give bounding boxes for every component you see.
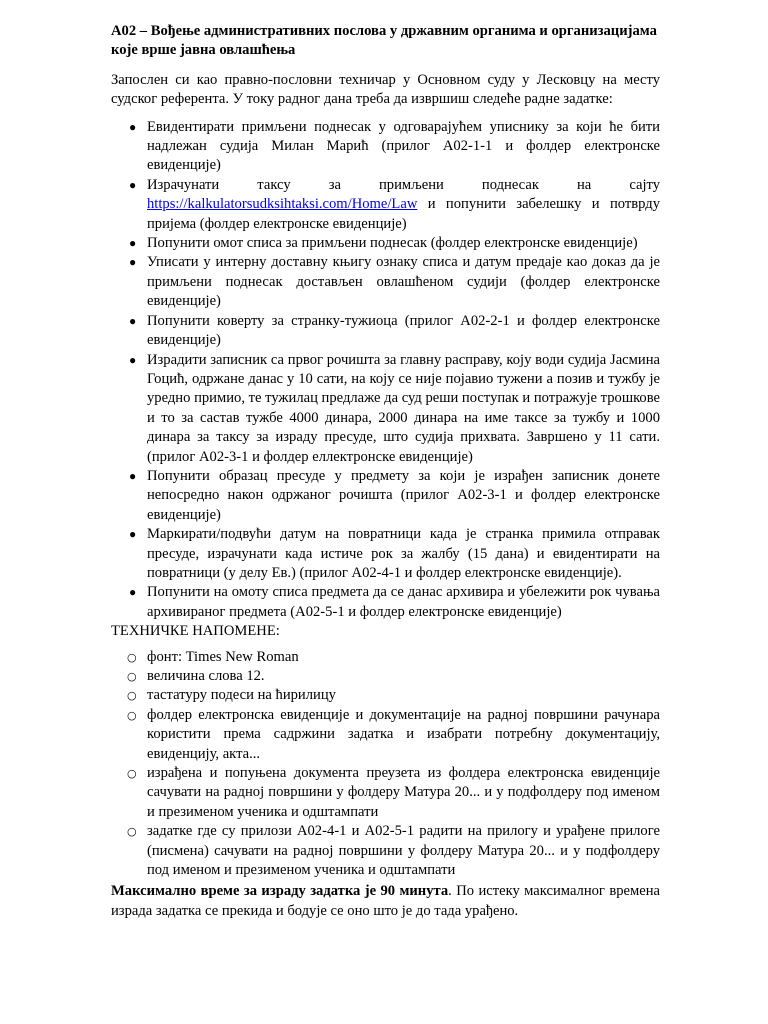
bullet-icon: ● [129, 527, 137, 542]
technical-notes-heading: ТЕХНИЧКЕ НАПОМЕНЕ: [111, 623, 280, 640]
list-item: ● Попунити образац пресуде у предмету за који је израђен записник донете непосредно након одржаног рочишта (прилог А02-3-1 и фолдер електронске евиденције) [129, 467, 660, 523]
closing-rest: . По истеку максималног времена израда задатка се прекида и бодује се оно што је до тада урађено. [111, 883, 660, 919]
circle-bullet-icon: ○ [127, 708, 137, 722]
bullet-icon: ● [129, 177, 137, 192]
list-item [111, 176, 660, 234]
list-item: ● Попунити на омоту списа предмета да се данас архивира и убележити рок чувања архивираног предмета (А02-5-1 и фолдер електронске евиденције) [129, 584, 660, 620]
list-item: ○ тастатуру подеси на ћирилицу [111, 686, 660, 705]
circle-bullet-icon: ○ [127, 767, 137, 781]
list-item: ● Попунити коверту за странку-тужиоца (прилог А02-2-1 и фолдер електронске евиденције) [129, 312, 660, 349]
circle-bullet-icon: ○ [127, 689, 137, 703]
circle-bullet-icon: ○ [127, 670, 137, 683]
technical-notes-list [111, 648, 660, 881]
list-item: ○ фолдер електронска евиденције и документације на радној површини рачунара користити према садржини задатка и изабрати потребну документацију, евиденцију, акта... [127, 706, 660, 762]
bullet-icon: ● [129, 236, 137, 251]
list-item: ● Маркирати/подвући датум на повратници када је странка примила отправак пресуде, израчунати када истиче рок за жалбу (15 дана) и евидентирати на повратници (у делу Ев.) (прилог А02-4-1 и фолдер електронске евиденције). [129, 526, 660, 581]
tax-task-text: Израчунати таксу за примљени поднесак на сајту [147, 176, 660, 193]
max-time-bold: Максимално време за израду задатка је 90 минута [111, 883, 449, 900]
tax-calculator-link[interactable]: https://kalkulatorsudksihtaksi.com/Home/Law [147, 196, 418, 213]
list-item: ● Попунити омот списа за примљени поднесак (фолдер електронске евиденције) [111, 234, 660, 253]
circle-bullet-icon: ○ [127, 825, 137, 839]
list-item: ○ задатке где су прилози А02-4-1 и А02-5-1 радити на прилогу и урађене прилоге (писмена) сачувати на радној површини у фолдеру Матура 20... и у подфолдеру под именом и презименом ученика и одштампати [127, 823, 660, 879]
bullet-icon: ● [129, 352, 137, 367]
list-item: ● Уписати у интерну доставну књигу ознаку списа и датум предаје као доказ да је примљени поднесак достављен овлашћеном судији (фолдер електронске евиденције) [129, 254, 660, 310]
bullet-icon: ● [129, 468, 137, 483]
bullet-icon: ● [129, 585, 137, 600]
bullet-icon: ● [129, 313, 137, 328]
list-item: ○ величина слова 12. [111, 667, 660, 686]
task-list [111, 118, 660, 623]
document-title: А02 – Вођење административних послова у државним органима и организацијама које врше јавна овлашћења [111, 23, 657, 59]
bullet-icon: ● [129, 119, 137, 134]
list-item: ● Израдити записник са првог рочишта за главну расправу, коју води судија Јасмина Гоцић, одржане данас у 10 сати, на коју се није појавио тужени а позив и тужбу је уредно примио, те тужилац предлаже да суд реши поступак и потражује трошкове и то за састав тужбе 4000 динара, 2000 динара на име таксе за тужбу и 1000 динара за таксу за израду пресуде, што судија прихвата. Завршено у 11 сати. (прилог А02-3-1 и фолдер еллектронске евиденције) [129, 351, 660, 465]
list-item: ○ фонт: Times New Roman [111, 648, 660, 667]
bullet-icon: ● [129, 255, 137, 270]
list-item: ○ израђена и попуњена документа преузета из фолдера електронска евиденције сачувати на радној површини у фолдеру Матура 20... и у подфолдеру под именом и презименом ученика и одштампати [127, 765, 660, 820]
intro-paragraph: Запослен си као правно-пословни техничар у Основном суду у Лесковцу на месту судског референта. У току радног дана треба да извршиш следеће радне задатке: [111, 71, 660, 108]
list-item: ● Евидентирати примљени поднесак у одговарајућем уписнику за који ће бити надлежан судија Милан Марић (прилог А02-1-1 и фолдер електронске евиденције) [129, 118, 660, 174]
closing-paragraph [111, 882, 660, 921]
circle-bullet-icon: ○ [127, 650, 137, 664]
tax-task-text-after: и попунити забелешку и потврду пријема (фолдер електронске евиденције) [147, 196, 660, 232]
